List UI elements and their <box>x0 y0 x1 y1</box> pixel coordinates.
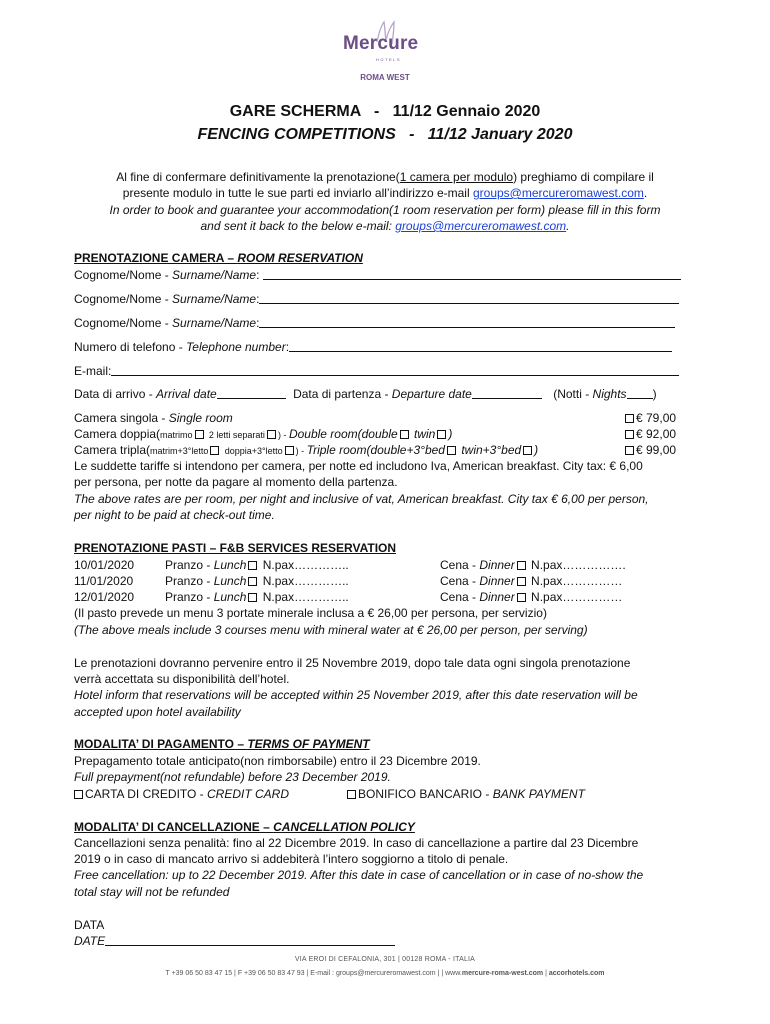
checkbox-double-3bed[interactable] <box>447 446 456 455</box>
checkbox-bank-transfer[interactable] <box>347 790 356 799</box>
double-room-label: Camera doppia(matrimo 2 letti separati ) - Double room(double twin ) <box>74 427 453 441</box>
meals-note-it: (Il pasto prevede un menu 3 portate minerale inclusa a € 26,00 per persona, per servizio) <box>74 606 547 620</box>
checkbox-matrim-3letto[interactable] <box>210 446 219 455</box>
checkbox-double[interactable] <box>400 430 409 439</box>
cancellation-section-heading: MODALITA’ DI CANCELLAZIONE – CANCELLATION POLICY <box>74 820 415 834</box>
checkbox-lunch-2[interactable] <box>248 577 257 586</box>
checkbox-lunch-3[interactable] <box>248 593 257 602</box>
lunch-option-2[interactable]: Pranzo - Lunch N.pax………….. <box>165 574 349 588</box>
bank-transfer-option[interactable]: BONIFICO BANCARIO - BANK PAYMENT <box>347 787 585 801</box>
checkbox-credit-card[interactable] <box>74 790 83 799</box>
surname-field-1[interactable]: Cognome/Nome - Surname/Name: <box>74 268 681 282</box>
intro-line-4: and sent it back to the below e-mail: groups@mercureromawest.com. <box>200 219 570 233</box>
intro-line-3: In order to book and guarantee your accommodation(1 room reservation per form) please fill in this form <box>109 203 661 217</box>
dinner-option-1[interactable]: Cena - Dinner N.pax……………. <box>440 558 626 572</box>
intro-line-2: presente modulo in tutte le sue parti ed inviarlo all’indirizzo e-mail groups@mercureromawest.com. <box>122 186 648 200</box>
payment-terms-en: Full prepayment(not refundable) before 23 December 2019. <box>74 770 391 784</box>
checkbox-dinner-3[interactable] <box>517 593 526 602</box>
triple-room-label: Camera tripla(matrim+3°letto doppia+3°letto ) - Triple room(double+3°bed twin+3°bed ) <box>74 443 539 457</box>
accor-link[interactable]: accorhotels.com <box>548 970 605 977</box>
checkbox-single[interactable] <box>625 414 634 423</box>
checkbox-dinner-2[interactable] <box>517 577 526 586</box>
email-field[interactable]: E-mail: <box>74 364 679 378</box>
footer-contacts: T +39 06 50 83 47 15 | F +39 06 50 83 47 93 | E-mail : groups@mercureromawest.com | | www.mercure-roma-west.com | accorhotels.com <box>165 970 605 977</box>
checkbox-separati[interactable] <box>267 430 276 439</box>
room-section-heading: PRENOTAZIONE CAMERA – ROOM RESERVATION <box>74 251 363 265</box>
tariff-note-it-1: Le suddette tariffe si intendono per camera, per notte ed includono Iva, American breakfast. City tax: € 6,00 <box>74 459 643 473</box>
deadline-it-1: Le prenotazioni dovranno pervenire entro il 25 Novembre 2019, dopo tale data ogni singola prenotazione <box>74 656 631 670</box>
payment-terms-it: Prepagamento totale anticipato(non rimborsabile) entro il 23 Dicembre 2019. <box>74 754 481 768</box>
email-link[interactable]: groups@mercureromawest.com <box>472 186 644 200</box>
page-title-en: FENCING COMPETITIONS - 11/12 January 2020 <box>197 126 573 143</box>
deadline-it-2: verrà accettata su disponibilità dell’hotel. <box>74 672 290 686</box>
cancellation-en-1: Free cancellation: up to 22 December 2019. After this date in case of cancellation or in case of no-show the <box>74 868 644 882</box>
tariff-note-en-2: per night to be paid at check-out time. <box>74 508 275 522</box>
footer-address: VIA EROI DI CEFALONIA, 301 | 00128 ROMA - ITALIA <box>294 956 476 963</box>
one-room-note: 1 camera per modulo <box>399 170 514 184</box>
checkbox-matrimoniale[interactable] <box>195 430 204 439</box>
logo-wordmark: Mercure <box>343 33 419 54</box>
lunch-option-3[interactable]: Pranzo - Lunch N.pax………….. <box>165 590 349 604</box>
meal-date-1: 10/01/2020 <box>74 558 135 572</box>
logo <box>330 20 440 80</box>
meal-date-2: 11/01/2020 <box>74 574 134 588</box>
page-title: GARE SCHERMA - 11/12 Gennaio 2020 <box>229 103 541 120</box>
triple-room-option[interactable]: € 99,00 <box>623 443 676 457</box>
hotel-location: ROMA WEST <box>360 73 410 82</box>
single-room-option[interactable]: € 79,00 <box>623 411 676 425</box>
phone-field[interactable]: Numero di telefono - Telephone number: <box>74 340 672 354</box>
surname-field-2[interactable]: Cognome/Nome - Surname/Name: <box>74 292 679 306</box>
email-link-en[interactable]: groups@mercureromawest.com <box>395 219 567 233</box>
intro-line-1: Al fine di confermare definitivamente la prenotazione(1 camera per modulo) preghiamo di compilare il <box>116 170 654 184</box>
checkbox-lunch-1[interactable] <box>248 561 257 570</box>
checkbox-twin[interactable] <box>437 430 446 439</box>
tariff-note-en-1: The above rates are per room, per night and inclusive of vat, American breakfast. City tax € 6,00 per person, <box>74 492 649 506</box>
checkbox-doppia-3letto[interactable] <box>285 446 294 455</box>
checkbox-triple-price[interactable] <box>625 446 634 455</box>
meals-section-heading: PRENOTAZIONE PASTI – F&B SERVICES RESERVATION <box>74 541 397 555</box>
credit-card-option[interactable]: CARTA DI CREDITO - CREDIT CARD <box>74 787 289 801</box>
tariff-note-it-2: per persona, per notte da pagare al momento della partenza. <box>74 475 398 489</box>
website-link[interactable]: mercure-roma-west.com <box>461 970 544 977</box>
surname-field-3[interactable]: Cognome/Nome - Surname/Name: <box>74 316 675 330</box>
meals-note-en: (The above meals include 3 courses menu with mineral water at € 26,00 per person, per serving) <box>74 623 588 637</box>
cancellation-it-2: 2019 o in caso di mancato arrivo si addebiterà l’intero soggiorno a titolo di penale. <box>74 852 509 866</box>
dates-row[interactable]: Data di arrivo - Arrival date Data di partenza - Departure date (Notti - Nights ) <box>74 387 657 401</box>
data-label: DATA <box>74 918 105 932</box>
meal-date-3: 12/01/2020 <box>74 590 135 604</box>
checkbox-dinner-1[interactable] <box>517 561 526 570</box>
payment-section-heading: MODALITA’ DI PAGAMENTO – TERMS OF PAYMENT <box>74 737 370 751</box>
deadline-en-1: Hotel inform that reservations will be accepted within 25 November 2019, after this date reservation will be <box>74 688 638 702</box>
date-field[interactable]: DATE <box>74 934 395 948</box>
dinner-option-3[interactable]: Cena - Dinner N.pax…………… <box>440 590 623 604</box>
single-room-label: Camera singola - Single room <box>74 411 233 425</box>
checkbox-double-price[interactable] <box>625 430 634 439</box>
deadline-en-2: accepted upon hotel availability <box>74 705 241 719</box>
double-room-option[interactable]: € 92,00 <box>623 427 676 441</box>
dinner-option-2[interactable]: Cena - Dinner N.pax…………… <box>440 574 623 588</box>
logo-subtitle: HOTELS <box>376 57 402 62</box>
cancellation-en-2: total stay will not be refunded <box>74 885 230 899</box>
lunch-option-1[interactable]: Pranzo - Lunch N.pax………….. <box>165 558 349 572</box>
checkbox-twin-3bed[interactable] <box>523 446 532 455</box>
cancellation-it-1: Cancellazioni senza penalità: fino al 22 Dicembre 2019. In caso di cancellazione a partire dal 23 Dicembre <box>74 836 639 850</box>
